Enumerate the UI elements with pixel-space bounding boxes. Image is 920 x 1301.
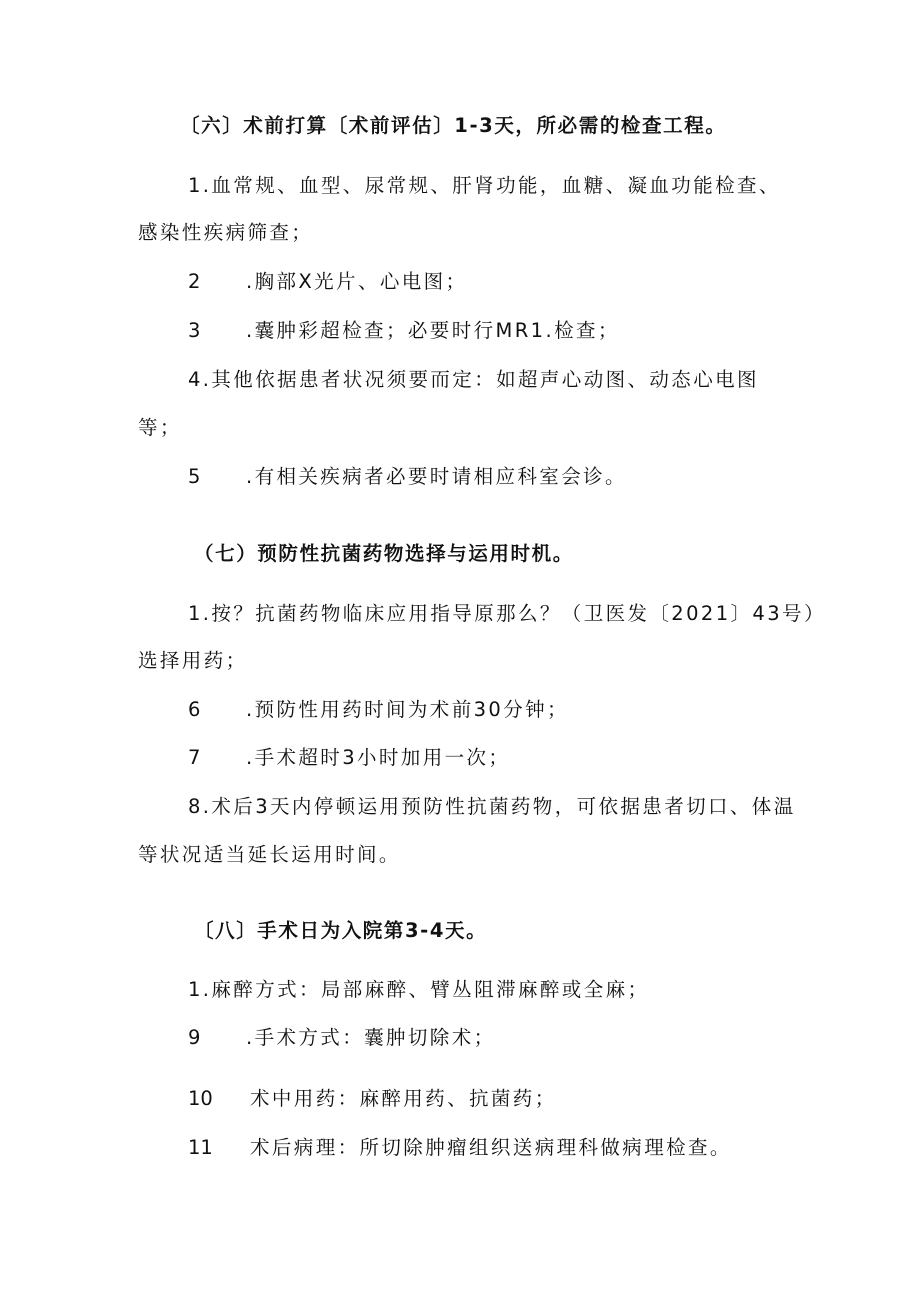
item-number: 7 [188, 746, 201, 769]
item-text: .手术方式：囊肿切除术； [246, 1026, 496, 1049]
section8-item1: 1.麻醉方式：局部麻醉、臂丛阻滞麻醉或全麻； [188, 978, 650, 1001]
section7-item1-line2: 选择用药； [138, 649, 248, 672]
item-text: 术后病理：所切除肿瘤组织送病理科做病理检查。 [250, 1136, 732, 1159]
item-number: 6 [188, 698, 201, 721]
section6-heading: 〔六〕术前打算〔术前评估〕1-3天，所必需的检查工程。 [180, 114, 727, 137]
section7-item6 [188, 696, 569, 724]
item-text: .预防性用药时间为术前30分钟； [246, 698, 569, 721]
item-text: .囊肿彩超检查；必要时行MR1.检查； [246, 319, 620, 342]
item-number: 11 [188, 1136, 213, 1159]
section8-item9 [188, 1024, 496, 1052]
section6-item2 [188, 268, 467, 296]
section7-heading: （七）预防性抗菌药物选择与运用时机。 [194, 542, 574, 565]
section6-item1-line2: 感染性疾病筛查； [138, 221, 314, 244]
section7-item1-line1: 1.按？抗菌药物临床应用指导原那么？（卫医发〔2021〕43号） [188, 602, 826, 625]
item-text: .手术超时3小时加用一次； [246, 746, 511, 769]
section6-item4-line1: 4.其他依据患者状况须要而定：如超声心动图、动态心电图 [188, 368, 759, 391]
section6-item3 [188, 317, 620, 345]
item-number: 3 [188, 319, 201, 342]
section7-item8-line1: 8.术后3天内停顿运用预防性抗菌药物，可依据患者切口、体温 [188, 795, 796, 818]
item-number: 5 [188, 465, 201, 488]
item-text: .胸部X光片、心电图； [246, 270, 468, 293]
section8-item10 [188, 1085, 557, 1113]
section6-item5 [188, 463, 627, 491]
section7-item7 [188, 744, 510, 772]
item-number: 9 [188, 1026, 201, 1049]
item-text: .有相关疾病者必要时请相应科室会诊。 [246, 465, 627, 488]
section6-item4-line2: 等； [138, 416, 182, 439]
section8-item11 [188, 1134, 732, 1162]
item-number: 2 [188, 270, 201, 293]
section6-item1-line1: 1.血常规、血型、尿常规、肝肾功能，血糖、凝血功能检查、 [188, 174, 781, 197]
item-text: 术中用药：麻醉用药、抗菌药； [250, 1087, 557, 1110]
item-number: 10 [188, 1087, 213, 1110]
section8-heading: 〔八〕手术日为入院第3-4天。 [194, 919, 488, 942]
section7-item8-line2: 等状况适当延长运用时间。 [138, 843, 401, 866]
